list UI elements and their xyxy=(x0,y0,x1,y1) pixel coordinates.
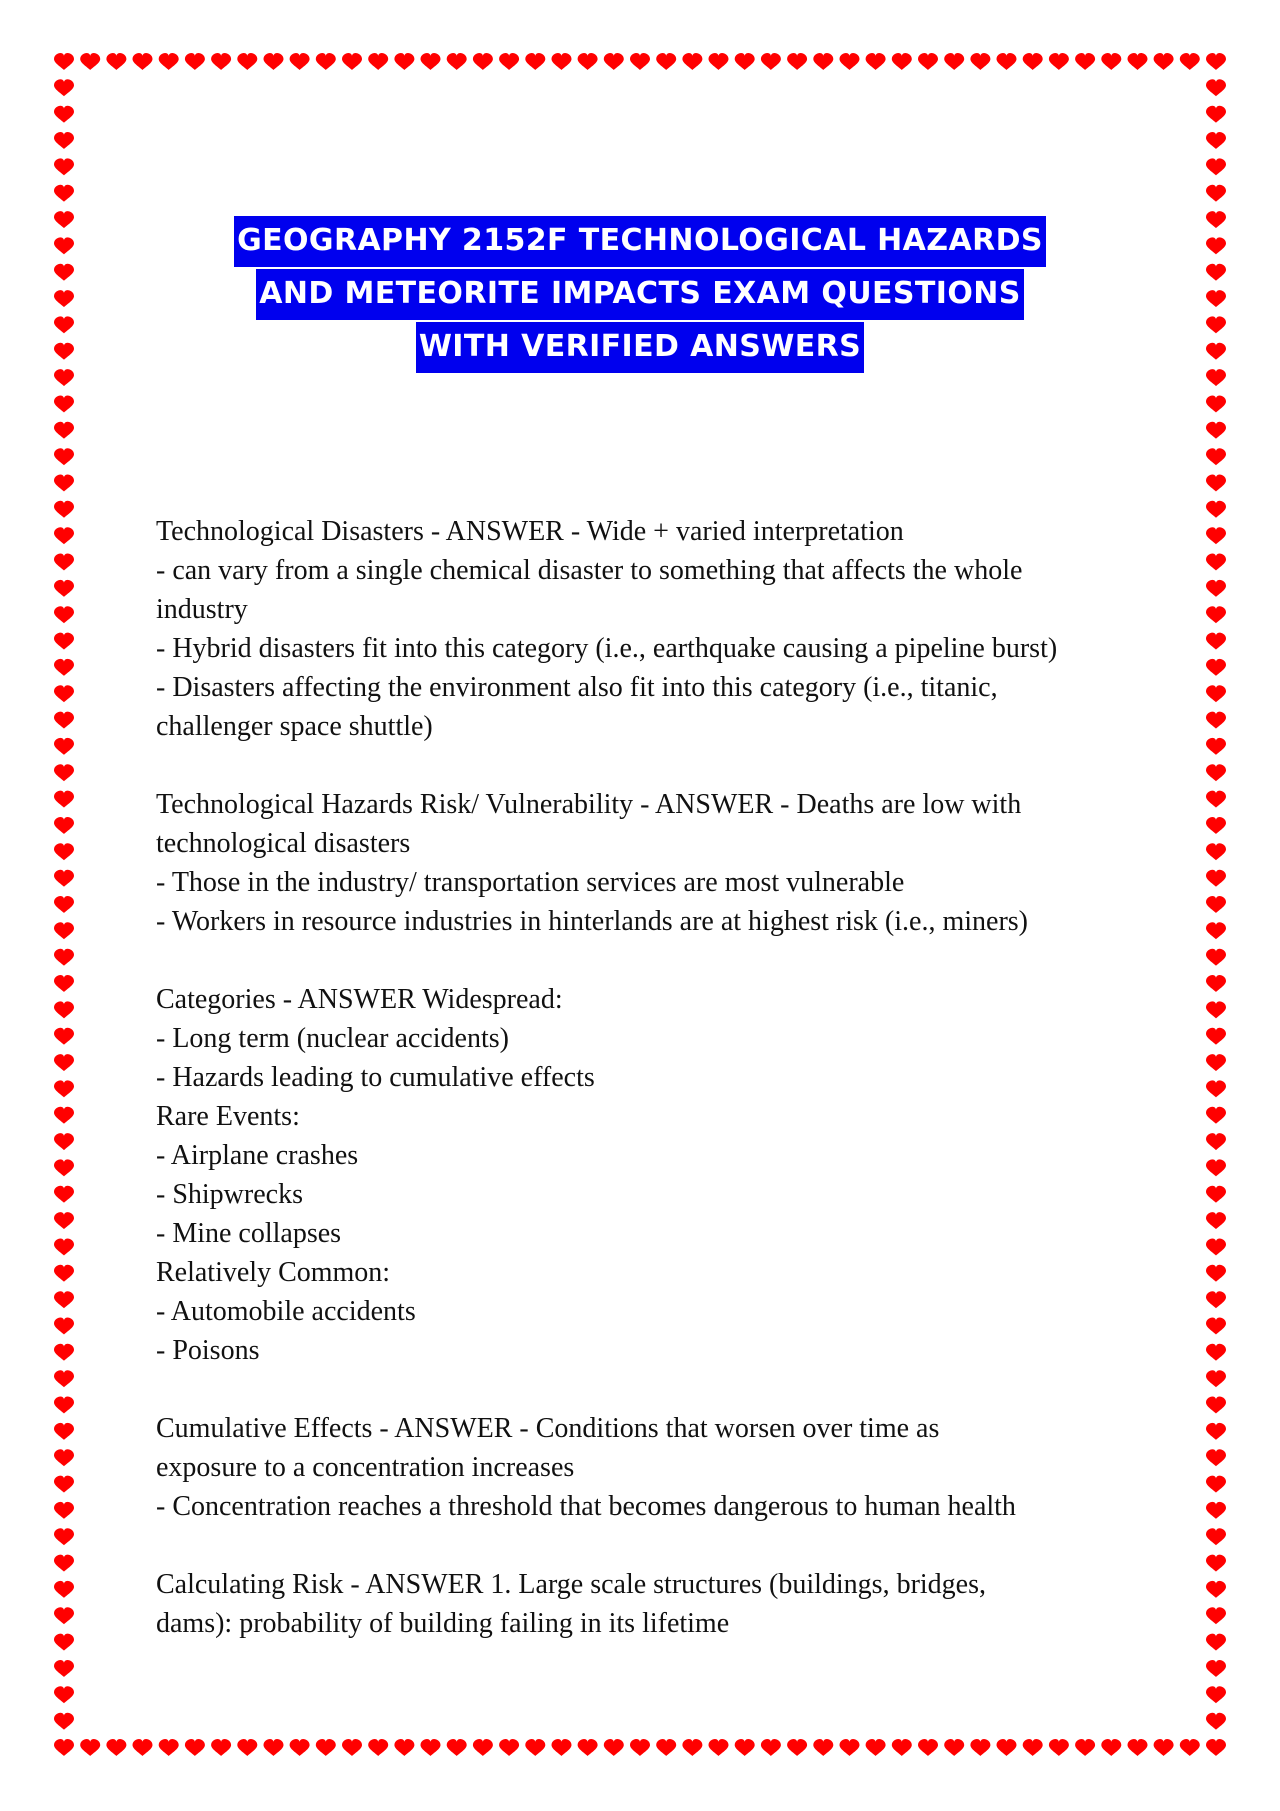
heart-icon xyxy=(630,53,650,70)
heart-icon xyxy=(1206,1449,1226,1466)
heart-icon xyxy=(54,843,74,860)
heart-icon xyxy=(656,53,676,70)
heart-icon xyxy=(1180,53,1200,70)
heart-icon xyxy=(54,975,74,992)
heart-icon xyxy=(840,1739,860,1756)
heart-icon xyxy=(54,79,74,96)
heart-icon xyxy=(997,53,1017,70)
heart-icon xyxy=(1206,1318,1226,1335)
heart-icon xyxy=(54,791,74,808)
qa-line: - Airplane crashes xyxy=(156,1140,359,1171)
heart-icon xyxy=(54,1054,74,1071)
heart-icon xyxy=(54,738,74,755)
qa-line: - Workers in resource industries in hinterlands are at highest risk (i.e., miners) xyxy=(156,906,1028,937)
heart-icon xyxy=(1206,1581,1226,1598)
heart-icon xyxy=(1206,1634,1226,1651)
heart-icon xyxy=(1206,896,1226,913)
heart-icon xyxy=(159,1739,179,1756)
qa-categories xyxy=(156,980,1156,1370)
heart-icon xyxy=(1206,975,1226,992)
heart-icon xyxy=(918,1739,938,1756)
heart-icon xyxy=(211,53,231,70)
heart-icon xyxy=(1128,53,1148,70)
heart-icon xyxy=(1206,396,1226,413)
heart-icon xyxy=(54,1080,74,1097)
heart-icon xyxy=(54,1133,74,1150)
heart-icon xyxy=(735,1739,755,1756)
qa-line: Relatively Common: xyxy=(156,1257,391,1288)
title-line-3: WITH VERIFIED ANSWERS xyxy=(416,322,864,373)
heart-icon xyxy=(499,1739,519,1756)
heart-icon xyxy=(54,817,74,834)
qa-line: Technological Hazards Risk/ Vulnerability - ANSWER - Deaths are low with xyxy=(156,789,1022,820)
heart-icon xyxy=(80,1739,100,1756)
heart-icon xyxy=(1206,1607,1226,1624)
qa-line: - Poisons xyxy=(156,1335,260,1366)
qa-line: - Hybrid disasters fit into this category (i.e., earthquake causing a pipeline burst) xyxy=(156,633,1058,664)
heart-icon xyxy=(54,1713,74,1730)
heart-icon xyxy=(133,1739,153,1756)
heart-icon xyxy=(1049,53,1069,70)
qa-line: - Shipwrecks xyxy=(156,1179,303,1210)
heart-icon xyxy=(54,1397,74,1414)
heart-icon xyxy=(264,1739,284,1756)
heart-icon xyxy=(1206,1265,1226,1282)
heart-icon xyxy=(1206,633,1226,650)
heart-icon xyxy=(54,1159,74,1176)
heart-icon xyxy=(54,1265,74,1282)
heart-icon xyxy=(368,53,388,70)
heart-icon xyxy=(106,1739,126,1756)
heart-icon xyxy=(1206,1159,1226,1176)
qa-line: - Mine collapses xyxy=(156,1218,342,1249)
heart-icon xyxy=(1206,712,1226,729)
qa-line: Technological Disasters - ANSWER - Wide + varied interpretation xyxy=(156,516,904,547)
heart-icon xyxy=(1180,1739,1200,1756)
heart-icon xyxy=(1206,764,1226,781)
heart-icon xyxy=(1075,1739,1095,1756)
heart-icon xyxy=(761,53,781,70)
heart-icon xyxy=(761,1739,781,1756)
heart-icon xyxy=(1206,79,1226,96)
heart-icon xyxy=(1206,1739,1226,1756)
heart-icon xyxy=(394,53,414,70)
heart-icon xyxy=(1206,922,1226,939)
heart-icon xyxy=(1206,1239,1226,1256)
heart-icon xyxy=(787,53,807,70)
heart-icon xyxy=(1206,1555,1226,1572)
heart-icon xyxy=(290,53,310,70)
heart-icon xyxy=(54,1607,74,1624)
heart-icon xyxy=(54,1239,74,1256)
heart-icon xyxy=(944,53,964,70)
heart-icon xyxy=(211,1739,231,1756)
heart-icon xyxy=(54,659,74,676)
heart-icon xyxy=(552,53,572,70)
heart-icon xyxy=(1206,158,1226,175)
heart-icon xyxy=(1206,1054,1226,1071)
heart-icon xyxy=(1206,527,1226,544)
heart-icon xyxy=(1206,1660,1226,1677)
heart-icon xyxy=(578,1739,598,1756)
heart-icon xyxy=(54,1212,74,1229)
heart-icon xyxy=(1206,606,1226,623)
heart-icon xyxy=(54,764,74,781)
heart-icon xyxy=(1206,1212,1226,1229)
heart-icon xyxy=(1206,1344,1226,1361)
heart-icon xyxy=(656,1739,676,1756)
qa-line: Categories - ANSWER Widespread: xyxy=(156,984,563,1015)
heart-icon xyxy=(1206,1502,1226,1519)
heart-icon xyxy=(54,1370,74,1387)
heart-icon xyxy=(1101,1739,1121,1756)
heart-icon xyxy=(682,1739,702,1756)
heart-icon xyxy=(1206,1423,1226,1440)
heart-icon xyxy=(1206,1713,1226,1730)
heart-icon xyxy=(54,1634,74,1651)
heart-icon xyxy=(682,53,702,70)
heart-icon xyxy=(1206,501,1226,518)
heart-icon xyxy=(840,53,860,70)
heart-icon xyxy=(473,1739,493,1756)
qa-line: industry xyxy=(156,594,248,625)
heart-icon xyxy=(54,527,74,544)
qa-content xyxy=(156,512,1156,1682)
heart-icon xyxy=(54,1502,74,1519)
heart-icon xyxy=(342,1739,362,1756)
heart-icon xyxy=(1206,475,1226,492)
qa-line: - Automobile accidents xyxy=(156,1296,416,1327)
heart-icon xyxy=(54,185,74,202)
heart-icon xyxy=(1206,1686,1226,1703)
heart-icon xyxy=(54,633,74,650)
heart-icon xyxy=(54,448,74,465)
heart-icon xyxy=(54,554,74,571)
heart-icon xyxy=(1206,185,1226,202)
heart-icon xyxy=(1206,1107,1226,1124)
heart-icon xyxy=(1206,843,1226,860)
heart-icon xyxy=(1075,53,1095,70)
heart-icon xyxy=(54,870,74,887)
heart-icon xyxy=(54,685,74,702)
title-line-2: AND METEORITE IMPACTS EXAM QUESTIONS xyxy=(256,269,1024,320)
heart-icon xyxy=(54,580,74,597)
qa-line: technological disasters xyxy=(156,828,411,859)
qa-line: - Hazards leading to cumulative effects xyxy=(156,1062,595,1093)
heart-icon xyxy=(630,1739,650,1756)
heart-icon xyxy=(578,53,598,70)
heart-icon xyxy=(1206,1186,1226,1203)
heart-icon xyxy=(368,1739,388,1756)
heart-icon xyxy=(54,396,74,413)
heart-icon xyxy=(54,1423,74,1440)
qa-line: Calculating Risk - ANSWER 1. Large scale structures (buildings, bridges, xyxy=(156,1569,987,1600)
heart-icon xyxy=(54,422,74,439)
heart-icon xyxy=(54,1291,74,1308)
heart-icon xyxy=(1206,949,1226,966)
heart-icon xyxy=(1154,1739,1174,1756)
heart-icon xyxy=(447,53,467,70)
heart-icon xyxy=(525,1739,545,1756)
heart-icon xyxy=(54,1528,74,1545)
heart-icon xyxy=(54,1344,74,1361)
heart-icon xyxy=(1206,53,1226,70)
heart-icon xyxy=(1206,132,1226,149)
heart-icon xyxy=(1101,53,1121,70)
heart-icon xyxy=(1206,1291,1226,1308)
heart-icon xyxy=(813,1739,833,1756)
qa-line: - can vary from a single chemical disaster to something that affects the whole xyxy=(156,555,1023,586)
heart-icon xyxy=(892,53,912,70)
document-title xyxy=(0,216,1280,375)
heart-icon xyxy=(54,501,74,518)
heart-icon xyxy=(159,53,179,70)
heart-icon xyxy=(54,106,74,123)
heart-icon xyxy=(1206,1133,1226,1150)
heart-icon xyxy=(80,53,100,70)
heart-icon xyxy=(787,1739,807,1756)
qa-line: dams): probability of building failing in its lifetime xyxy=(156,1608,730,1639)
heart-icon xyxy=(1206,1528,1226,1545)
qa-line: challenger space shuttle) xyxy=(156,711,433,742)
heart-icon xyxy=(735,53,755,70)
heart-icon xyxy=(473,53,493,70)
heart-icon xyxy=(944,1739,964,1756)
heart-icon xyxy=(552,1739,572,1756)
heart-icon xyxy=(970,53,990,70)
heart-icon xyxy=(54,1739,74,1756)
heart-icon xyxy=(54,1028,74,1045)
heart-icon xyxy=(264,53,284,70)
heart-icon xyxy=(54,1107,74,1124)
heart-icon xyxy=(54,949,74,966)
heart-icon xyxy=(54,475,74,492)
qa-line: - Concentration reaches a threshold that becomes dangerous to human health xyxy=(156,1491,1016,1522)
heart-icon xyxy=(1154,53,1174,70)
heart-icon xyxy=(970,1739,990,1756)
heart-icon xyxy=(997,1739,1017,1756)
qa-calculating-risk xyxy=(156,1565,1156,1643)
qa-line: - Long term (nuclear accidents) xyxy=(156,1023,509,1054)
heart-icon xyxy=(1206,685,1226,702)
heart-icon xyxy=(604,1739,624,1756)
heart-icon xyxy=(1206,448,1226,465)
heart-icon xyxy=(54,606,74,623)
heart-icon xyxy=(1206,1028,1226,1045)
heart-icon xyxy=(106,53,126,70)
heart-icon xyxy=(54,1186,74,1203)
heart-icon xyxy=(1206,791,1226,808)
heart-icon xyxy=(54,1449,74,1466)
qa-line: - Disasters affecting the environment also fit into this category (i.e., titanic, xyxy=(156,672,998,703)
heart-icon xyxy=(813,53,833,70)
heart-icon xyxy=(1206,659,1226,676)
heart-icon xyxy=(1206,1370,1226,1387)
heart-icon xyxy=(421,53,441,70)
qa-line: exposure to a concentration increases xyxy=(156,1452,575,1483)
heart-icon xyxy=(1206,106,1226,123)
heart-icon xyxy=(525,53,545,70)
heart-icon xyxy=(1206,1080,1226,1097)
heart-icon xyxy=(54,1686,74,1703)
heart-icon xyxy=(499,53,519,70)
heart-icon xyxy=(447,1739,467,1756)
heart-icon xyxy=(1023,1739,1043,1756)
heart-icon xyxy=(316,53,336,70)
heart-icon xyxy=(54,896,74,913)
heart-icon xyxy=(1206,580,1226,597)
heart-icon xyxy=(1206,817,1226,834)
heart-icon xyxy=(1128,1739,1148,1756)
qa-risk-vulnerability xyxy=(156,785,1156,941)
heart-icon xyxy=(316,1739,336,1756)
qa-line: - Those in the industry/ transportation services are most vulnerable xyxy=(156,867,905,898)
heart-icon xyxy=(133,53,153,70)
heart-icon xyxy=(54,1476,74,1493)
heart-icon xyxy=(421,1739,441,1756)
heart-icon xyxy=(54,158,74,175)
heart-icon xyxy=(237,53,257,70)
heart-icon xyxy=(54,1318,74,1335)
heart-icon xyxy=(1206,870,1226,887)
heart-icon xyxy=(866,53,886,70)
heart-icon xyxy=(54,53,74,70)
heart-icon xyxy=(1049,1739,1069,1756)
heart-icon xyxy=(1206,1001,1226,1018)
heart-icon xyxy=(290,1739,310,1756)
heart-icon xyxy=(604,53,624,70)
heart-icon xyxy=(1206,1476,1226,1493)
heart-icon xyxy=(342,53,362,70)
heart-icon xyxy=(892,1739,912,1756)
heart-icon xyxy=(54,712,74,729)
heart-icon xyxy=(709,53,729,70)
heart-icon xyxy=(866,1739,886,1756)
heart-icon xyxy=(1206,738,1226,755)
heart-icon xyxy=(54,132,74,149)
heart-icon xyxy=(1206,554,1226,571)
heart-icon xyxy=(918,53,938,70)
heart-icon xyxy=(394,1739,414,1756)
qa-technological-disasters xyxy=(156,512,1156,746)
heart-icon xyxy=(54,1581,74,1598)
heart-icon xyxy=(1206,422,1226,439)
heart-icon xyxy=(1206,1397,1226,1414)
heart-icon xyxy=(54,1555,74,1572)
qa-line: Rare Events: xyxy=(156,1101,300,1132)
qa-line: Cumulative Effects - ANSWER - Conditions that worsen over time as xyxy=(156,1413,940,1444)
qa-cumulative-effects xyxy=(156,1409,1156,1526)
heart-icon xyxy=(1023,53,1043,70)
heart-icon xyxy=(185,53,205,70)
heart-icon xyxy=(237,1739,257,1756)
title-line-1: GEOGRAPHY 2152F TECHNOLOGICAL HAZARDS xyxy=(234,216,1046,267)
heart-icon xyxy=(54,1660,74,1677)
heart-icon xyxy=(54,922,74,939)
heart-icon xyxy=(185,1739,205,1756)
heart-icon xyxy=(709,1739,729,1756)
heart-icon xyxy=(54,1001,74,1018)
